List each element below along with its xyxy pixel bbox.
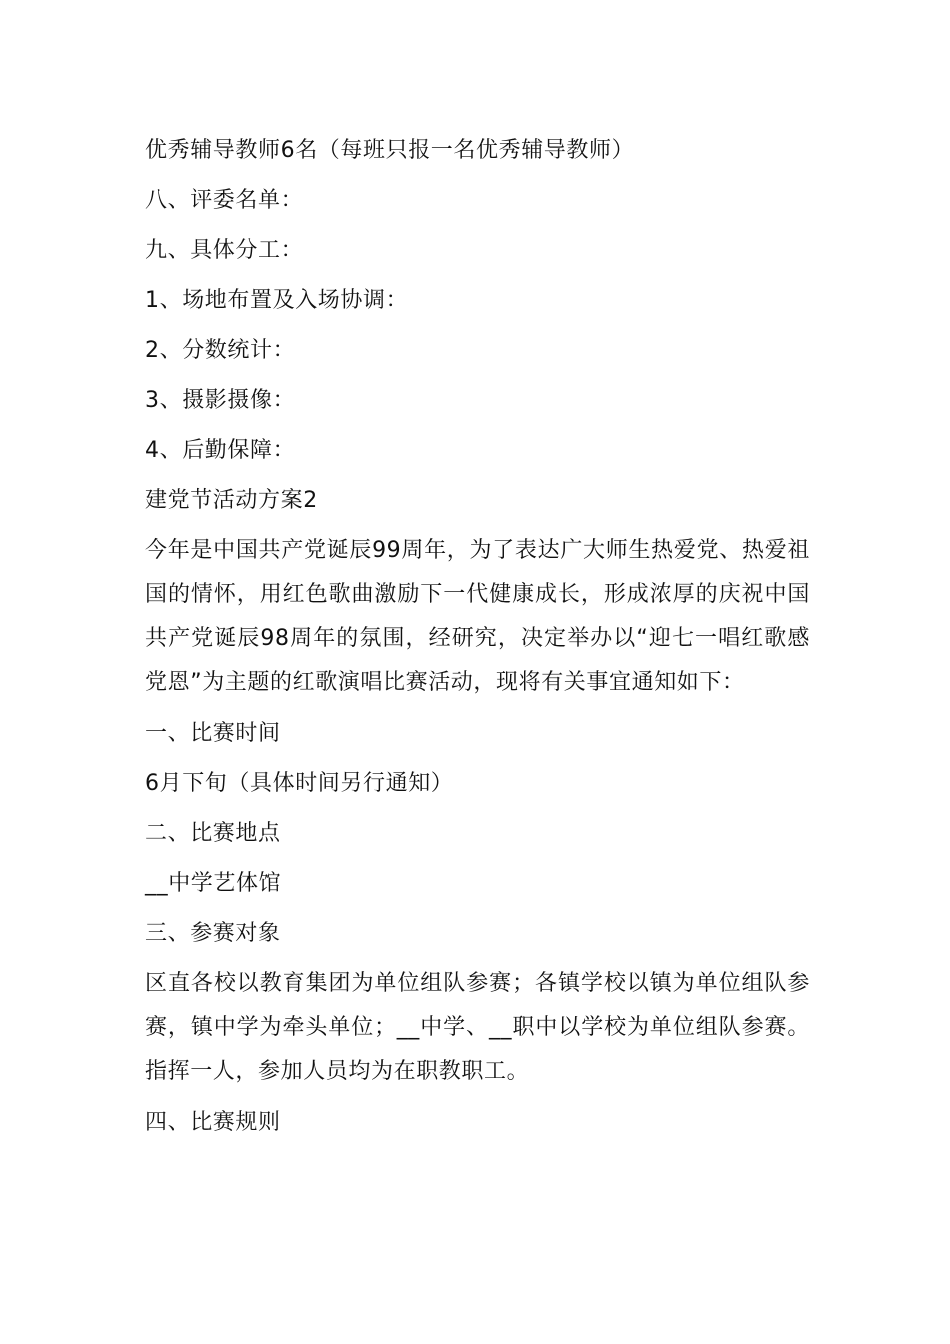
plan-title: 建党节活动方案2 <box>145 488 318 513</box>
location-detail: __中学艺体馆 <box>145 871 282 896</box>
section-heading-time: 一、比赛时间 <box>145 721 281 746</box>
section-heading-judges: 八、评委名单： <box>145 188 304 213</box>
award-line: 优秀辅导教师6名（每班只报一名优秀辅导教师） <box>145 138 635 163</box>
division-item-scoring: 2、分数统计： <box>145 338 296 363</box>
section-heading-division: 九、具体分工： <box>145 238 304 263</box>
intro-paragraph: 今年是中国共产党诞辰99周年，为了表达广大师生热爱党、热爱祖国的情怀，用红色歌曲激励下一代健康成长，形成浓厚的庆祝中国共产党诞辰98周年的氛围，经研究，决定举办以“迎七一唱红歌感党恩”为主题的红歌演唱比赛活动，现将有关事宜通知如下： <box>145 538 810 695</box>
division-item-logistics: 4、后勤保障： <box>145 438 296 463</box>
section-heading-rules: 四、比赛规则 <box>145 1110 281 1135</box>
division-item-photography: 3、摄影摄像： <box>145 388 296 413</box>
participants-paragraph: 区直各校以教育集团为单位组队参赛；各镇学校以镇为单位组队参赛，镇中学为牵头单位；__中学、__职中以学校为单位组队参赛。指挥一人，参加人员均为在职教职工。 <box>145 971 810 1084</box>
document-body <box>145 126 810 1148</box>
section-heading-participants: 三、参赛对象 <box>145 921 281 946</box>
time-detail: 6月下旬（具体时间另行通知） <box>145 771 454 796</box>
division-item-venue: 1、场地布置及入场协调： <box>145 288 409 313</box>
section-heading-location: 二、比赛地点 <box>145 821 281 846</box>
